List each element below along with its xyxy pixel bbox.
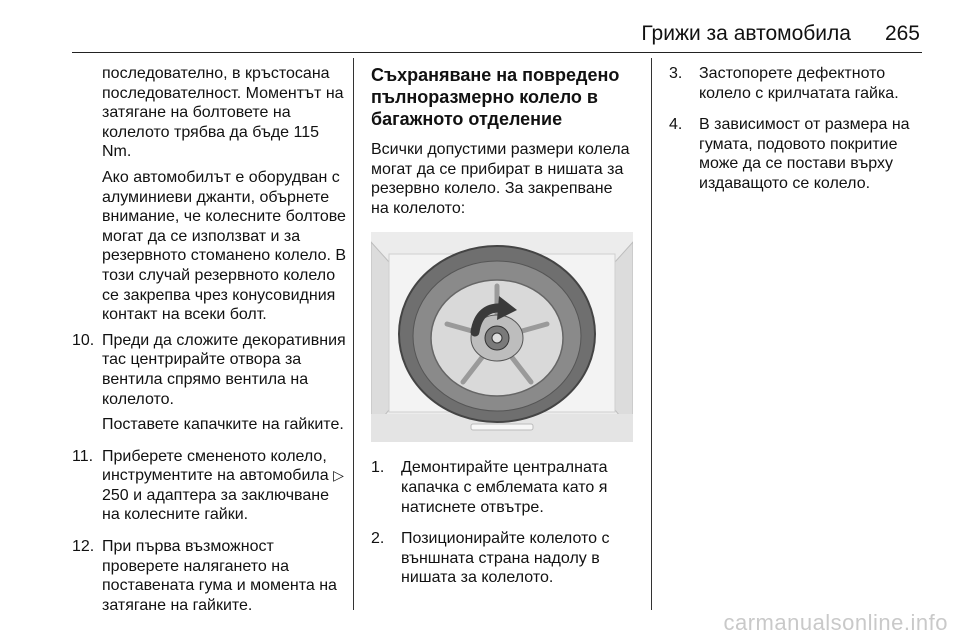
step-10 bbox=[72, 331, 347, 441]
wheel-illustration-svg bbox=[371, 232, 633, 442]
column-2 bbox=[371, 64, 633, 600]
step-number: 1. bbox=[371, 459, 385, 477]
step-text: При първа възможност проверете налягането на поставената гума и момента на затягане на гайките. bbox=[102, 538, 337, 614]
step-number: 3. bbox=[669, 65, 683, 82]
step-number: 11. bbox=[72, 447, 94, 465]
step-11 bbox=[72, 447, 347, 531]
step-12 bbox=[72, 537, 347, 621]
step-4 bbox=[669, 115, 924, 199]
page-reference-link[interactable]: 250 bbox=[102, 486, 129, 504]
step-2 bbox=[371, 529, 633, 594]
section-intro: Всички допустими размери колела могат да се прибират в нишата за резервно колело. За закрепване на колелото: bbox=[371, 141, 630, 217]
step-text: Демонтирайте централната капачка с емблемата като я натиснете отвътре. bbox=[401, 459, 608, 516]
header-rule bbox=[72, 52, 922, 53]
watermark: carmanualsonline.info bbox=[723, 610, 948, 635]
arrow-ref-icon: ▷ bbox=[333, 467, 344, 484]
column-3 bbox=[669, 64, 924, 206]
step-text: Преди да сложите декоративния тас центрирайте отвора за вентила спрямо вентила на колелото. bbox=[102, 331, 346, 408]
step-3 bbox=[669, 64, 924, 109]
step-1 bbox=[371, 458, 633, 523]
step-text: Позиционирайте колелото с външната страна надолу в нишата за колелото. bbox=[401, 530, 610, 587]
step-text bbox=[102, 447, 347, 525]
step-text-before-ref: Приберете смененото колело, инструментите на автомобила bbox=[102, 447, 329, 485]
section-heading: Съхраняване на повредено пълноразмерно колело в багажното отделение bbox=[371, 65, 620, 129]
step-text: Поставете капачките на гайките. bbox=[102, 416, 344, 434]
continuation-paragraph-1: последователно, в кръстосана последователност. Моментът на затягане на болтовете на колелото трябва да бъде 115 Nm. bbox=[102, 65, 344, 161]
step-text: Застопорете дефектното колело с крилчатата гайка. bbox=[699, 65, 899, 102]
page-title: Грижи за автомобила bbox=[641, 22, 851, 45]
step-text-after-ref: и адаптера за заключване на колесните гайки. bbox=[102, 486, 329, 524]
step-text: В зависимост от размера на гумата, подовото покритие може да се постави върху издаващото се колело. bbox=[699, 116, 910, 192]
step-number: 12. bbox=[72, 538, 95, 556]
step-number: 10. bbox=[72, 331, 95, 349]
column-divider-1 bbox=[353, 58, 354, 610]
continuation-paragraph-2: Ако автомобилът е оборудван с алуминиеви джанти, обърнете внимание, че колесните болтове могат да се използват и за резервното стоманено колело. В този случай резервното колело се закрепва чрез конусовидния контакт на всеки болт. bbox=[102, 168, 347, 324]
spare-wheel-well-illustration bbox=[371, 232, 633, 442]
step-number: 2. bbox=[371, 530, 385, 548]
page-number: 265 bbox=[884, 22, 920, 45]
step-number: 4. bbox=[669, 116, 683, 134]
column-divider-2 bbox=[651, 58, 652, 610]
column-1 bbox=[72, 64, 347, 627]
page-header bbox=[0, 22, 920, 46]
